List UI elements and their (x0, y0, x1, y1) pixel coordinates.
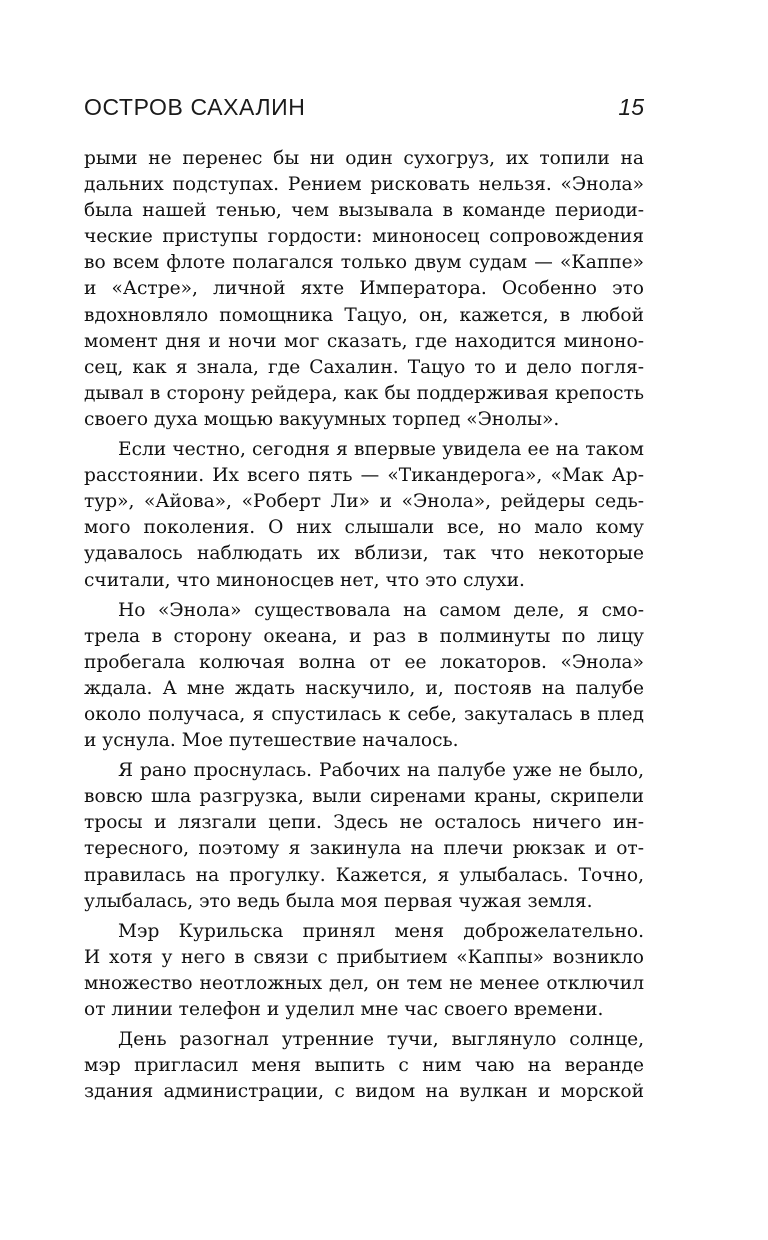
text-line: дальних подступах. Рением рисковать нельзя. «Энола» (84, 174, 644, 196)
text-line: момент дня и ночи мог сказать, где находится миноно- (84, 330, 644, 352)
page-header (84, 92, 644, 122)
text-line: трела в сторону океана, и раз в полминуты по лицу (84, 625, 644, 647)
text-line: дывал в сторону рейдера, как бы поддерживая крепость (84, 382, 644, 404)
text-line: тур», «Айова», «Роберт Ли» и «Энола», рейдеры седь- (84, 491, 644, 513)
text-line: ждала. А мне ждать наскучило, и, постояв на палубе (84, 677, 644, 699)
paragraph (84, 146, 644, 433)
text-line: от линии телефон и уделил мне час своего времени. (84, 999, 604, 1020)
running-title: ОСТРОВ САХАЛИН (84, 94, 306, 120)
text-line: вдохновляло помощника Тацуо, он, кажется, в любой (84, 304, 644, 326)
text-line: День разогнал утренние тучи, выглянуло солнце, (118, 1029, 644, 1051)
text-line: здания администрации, с видом на вулкан и морской (84, 1081, 644, 1103)
text-line: и уснула. Мое путешествие началось. (84, 730, 459, 752)
text-line: пробегала колючая волна от ее локаторов. «Энола» (84, 651, 644, 673)
text-line: была нашей тенью, чем вызывала в команде периоди- (84, 200, 644, 222)
text-line: ческие приступы гордости: миноносец сопровождения (84, 226, 644, 248)
text-line: Я рано проснулась. Рабочих на палубе уже не было, (118, 760, 644, 782)
text-line: Мэр Курильска принял меня доброжелательно. (118, 920, 644, 942)
text-line: удавалось наблюдать их вблизи, так что некоторые (84, 543, 644, 565)
text-line: вовсю шла разгрузка, выли сиренами краны, скрипели (84, 786, 644, 808)
text-line: тросы и лязгали цепи. Здесь не осталось ничего ин- (84, 812, 644, 834)
paragraph (84, 598, 644, 755)
paragraph (84, 758, 644, 915)
page-number: 15 (618, 94, 644, 120)
text-line: тересного, поэтому я закинула на плечи рюкзак и от- (84, 838, 644, 860)
text-line: Если честно, сегодня я впервые увидела ее на таком (118, 439, 644, 461)
text-line: правилась на прогулку. Кажется, я улыбалась. Точно, (84, 864, 644, 886)
paragraph (84, 437, 644, 594)
text-line: своего духа мощью вакуумных торпед «Энолы». (84, 408, 560, 430)
paragraph (84, 919, 644, 1023)
text-line: расстоянии. Их всего пять — «Тикандерога», «Мак Ар- (84, 465, 644, 487)
text-line: и «Астре», личной яхте Императора. Особенно это (84, 278, 644, 300)
text-line: считали, что миноносцев нет, что это слухи. (84, 569, 525, 591)
text-line: рыми не перенес бы ни один сухогруз, их топили на (84, 148, 644, 169)
text-line: во всем флоте полагался только двум судам — «Каппе» (84, 252, 644, 274)
text-line: около получаса, я спустилась к себе, закуталась в плед (84, 703, 644, 725)
text-line: улыбалась, это ведь была моя первая чужая земля. (84, 890, 593, 912)
body-text (84, 146, 644, 1109)
text-line: сец, как я знала, где Сахалин. Тацуо то и дело погля- (84, 356, 644, 378)
text-line: множество неотложных дел, он тем не менее отключил (84, 972, 644, 994)
text-line: И хотя у него в связи с прибытием «Каппы» возникло (84, 946, 644, 968)
paragraph (84, 1027, 644, 1105)
text-line: мэр пригласил меня выпить с ним чаю на веранде (84, 1055, 644, 1077)
text-line: мого поколения. О них слышали все, но мало кому (84, 517, 644, 539)
text-line: Но «Энола» существовала на самом деле, я смо- (118, 599, 644, 621)
